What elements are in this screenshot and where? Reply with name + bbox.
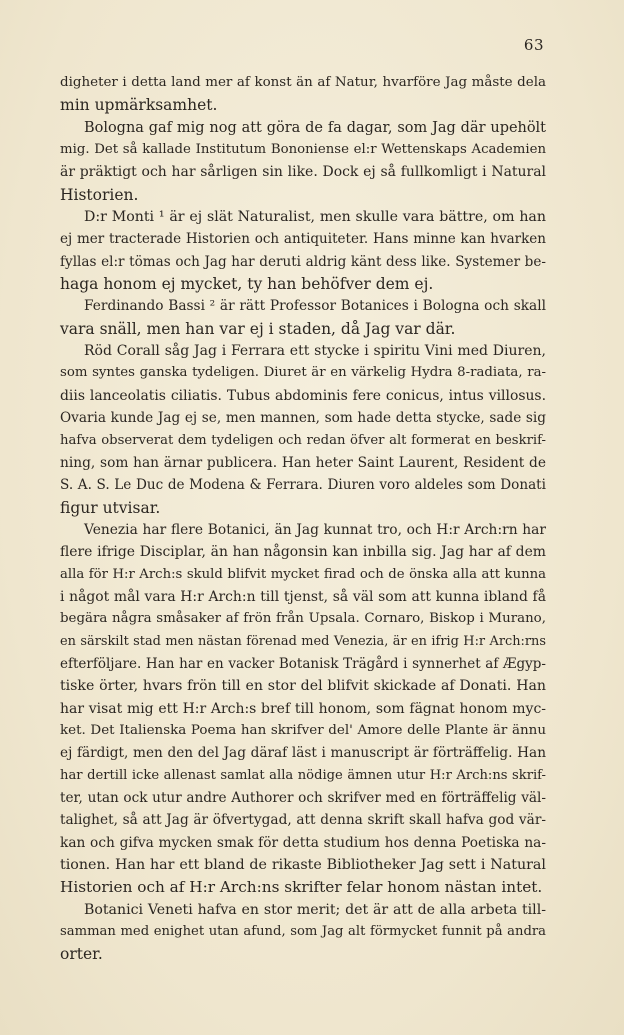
text-line: Venezia har flere Botanici, än Jag kunnat tro, och H:r Arch:rn har (84, 521, 546, 538)
text-line: Röd Corall såg Jag i Ferrara ett stycke i spiritu Vini med Diuren, (84, 343, 546, 360)
text-line: haga honom ej mycket, ty han behöfver dem ej. (60, 275, 434, 294)
text-line: S. A. S. Le Duc de Modena & Ferrara. Diuren voro aldeles som Donati (60, 477, 546, 494)
text-line: alla för H:r Arch:s skuld blifvit mycket firad och de önska alla att kunna (60, 566, 546, 582)
text-line: är präktigt och har sårligen sin like. Dock ej så fullkomligt i Natural (60, 164, 546, 181)
text-line: Ovaria kunde Jag ej se, men mannen, som hade detta stycke, sade sig (60, 410, 546, 427)
text-line: har visat mig ett H:r Arch:s bref till honom, som fägnat honom myc- (60, 700, 546, 717)
text-line: Historien och af H:r Arch:ns skrifter felar honom nästan intet. (60, 878, 543, 897)
text-line: som syntes ganska tydeligen. Diuret är en värkelig Hydra 8-radiata, ra- (60, 365, 546, 381)
text-line: tionen. Han har ett bland de rikaste Bibliotheker Jag sett i Natural (60, 857, 546, 874)
text-line: vara snäll, men han var ej i staden, då Jag var där. (60, 319, 456, 338)
text-line: hafva observerat dem tydeligen och redan öfver alt formerat en beskrif- (60, 432, 546, 448)
text-line: ej mer tracterade Historien och antiquiteter. Hans minne kan hvarken (60, 231, 546, 248)
text-line: orter. (60, 945, 103, 964)
text-line: begära några småsaker af frön från Upsala. Cornaro, Biskop i Murano, (60, 611, 546, 627)
text-line: Ferdinando Bassi ² är rätt Professor Botanices i Bologna och skall (84, 298, 546, 315)
text-line: har dertill icke allenast samlat alla nödige ämnen utur H:r Arch:ns skrif- (60, 767, 546, 783)
text-line: efterföljare. Han har en vacker Botanisk Trägård i synnerhet af Ægyp- (60, 655, 546, 672)
text-line: samman med enighet utan afund, som Jag alt förmycket funnit på andra (60, 924, 546, 940)
body-text (60, 72, 546, 966)
text-line: fyllas el:r tömas och Jag har deruti aldrig känt dess like. Systemer be- (60, 253, 546, 270)
text-line: flere ifrige Disciplar, än han någonsin kan inbilla sig. Jag har af dem (60, 544, 546, 561)
text-line: i något mål vara H:r Arch:n till tjenst, så väl som att kunna ibland få (60, 588, 546, 605)
text-line: Bologna gaf mig nog att göra de fa dagar, som Jag där upehölt (84, 119, 546, 136)
text-line: digheter i detta land mer af konst än af Natur, hvarföre Jag måste dela (60, 75, 546, 90)
page-number: 63 (523, 36, 544, 54)
text-line: figur utvisar. (60, 498, 161, 517)
text-line: Botanici Veneti hafva en stor merit; det är att de alla arbeta till- (84, 901, 546, 918)
text-line: talighet, så att Jag är öfvertygad, att denna skrift skall hafva god vär- (60, 812, 546, 829)
text-line: Historien. (60, 185, 139, 204)
text-line: ej färdigt, men den del Jag däraf läst i manuscript är förträffelig. Han (60, 745, 546, 762)
text-line: min upmärksamhet. (60, 96, 218, 115)
text-line: en särskilt stad men nästan förenad med Venezia, är en ifrig H:r Arch:rns (60, 633, 546, 649)
text-line: ter, utan ock utur andre Authorer och skrifver med en förträffelig väl- (60, 790, 546, 806)
text-line: tiske örter, hvars frön till en stor del blifvit skickade af Donati. Han (60, 678, 546, 695)
text-line: diis lanceolatis ciliatis. Tubus abdominis fere conicus, intus villosus. (60, 387, 546, 404)
text-line: D:r Monti ¹ är ej slät Naturalist, men skulle vara bättre, om han (84, 209, 546, 226)
text-line: ning, som han ärnar publicera. Han heter Saint Laurent, Resident de (60, 454, 546, 471)
text-line: mig. Det så kallade Institutum Bononiense el:r Wettenskaps Academien (60, 142, 546, 158)
text-line: kan och gifva mycken smak för detta studium hos denna Poetiska na- (60, 834, 546, 851)
text-line: ket. Det Italienska Poema han skrifver del' Amore delle Plante är ännu (60, 722, 546, 738)
